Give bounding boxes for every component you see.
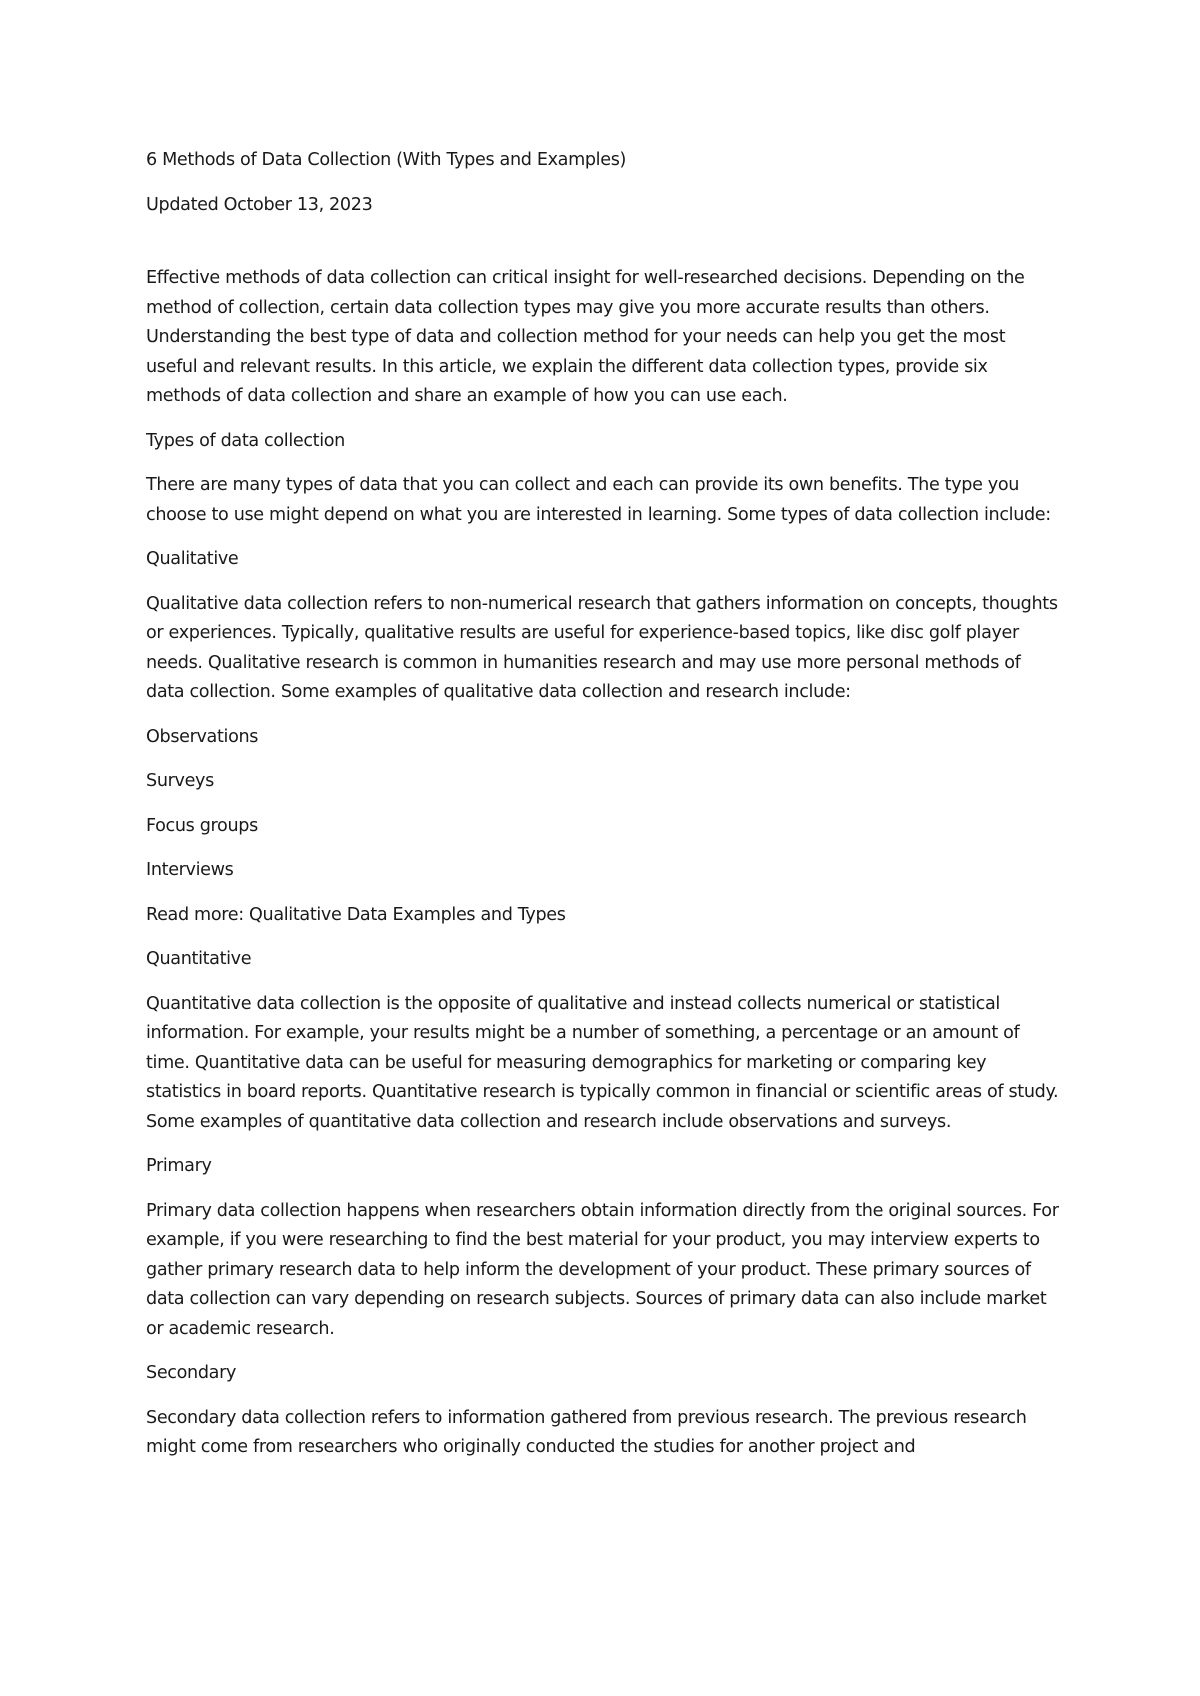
list-item-observations: Observations <box>146 726 259 747</box>
list-item-focus-groups: Focus groups <box>146 815 258 836</box>
list-item-interviews: Interviews <box>146 860 234 880</box>
quantitative-paragraph: Quantitative data collection is the opposite of qualitative and instead collects numerical or statistical information. For example, your results might be a number of something, a percentage or an amount of time. Quantitative data can be useful for measuring demographics for marketing or comparing key statistics in board reports. Quantitative research is typically common in financial or scientific areas of study. Some examples of quantitative data collection and research include observations and surveys. <box>146 993 1059 1132</box>
section-heading-types: Types of data collection <box>146 430 345 451</box>
secondary-paragraph: Secondary data collection refers to information gathered from previous research. The previous research might come from researchers who originally conducted the studies for another project and <box>146 1407 1027 1457</box>
subheading-quantitative: Quantitative <box>146 949 252 969</box>
list-item-surveys: Surveys <box>146 771 214 791</box>
subheading-qualitative: Qualitative <box>146 549 239 569</box>
intro-paragraph: Effective methods of data collection can critical insight for well-researched decisions. Depending on the method of collection, certain data collection types may give you more accurate results than others. Understanding the best type of data and collection method for your needs can help you get the most useful and relevant results. In this article, we explain the different data collection types, provide six methods of data collection and share an example of how you can use each. <box>146 268 1025 406</box>
updated-date: Updated October 13, 2023 <box>146 194 373 215</box>
subheading-primary: Primary <box>146 1156 212 1176</box>
blank-line <box>146 235 1060 264</box>
subheading-secondary: Secondary <box>146 1363 237 1383</box>
types-paragraph: There are many types of data that you can collect and each can provide its own benefits. The type you choose to use might depend on what you are interested in learning. Some types of data collection include: <box>146 475 1051 525</box>
read-more-line: Read more: Qualitative Data Examples and Types <box>146 904 566 925</box>
qualitative-paragraph: Qualitative data collection refers to non-numerical research that gathers information on concepts, thoughts or experiences. Typically, qualitative results are useful for experience-based topics, like disc golf player needs. Qualitative research is common in humanities research and may use more personal methods of data collection. Some examples of qualitative data collection and research include: <box>146 593 1058 702</box>
document-title: 6 Methods of Data Collection (With Types and Examples) <box>146 150 627 170</box>
primary-paragraph: Primary data collection happens when researchers obtain information directly from the original sources. For example, if you were researching to find the best material for your product, you may interview experts to gather primary research data to help inform the development of your product. These primary sources of data collection can vary depending on research subjects. Sources of primary data can also include market or academic research. <box>146 1200 1059 1339</box>
